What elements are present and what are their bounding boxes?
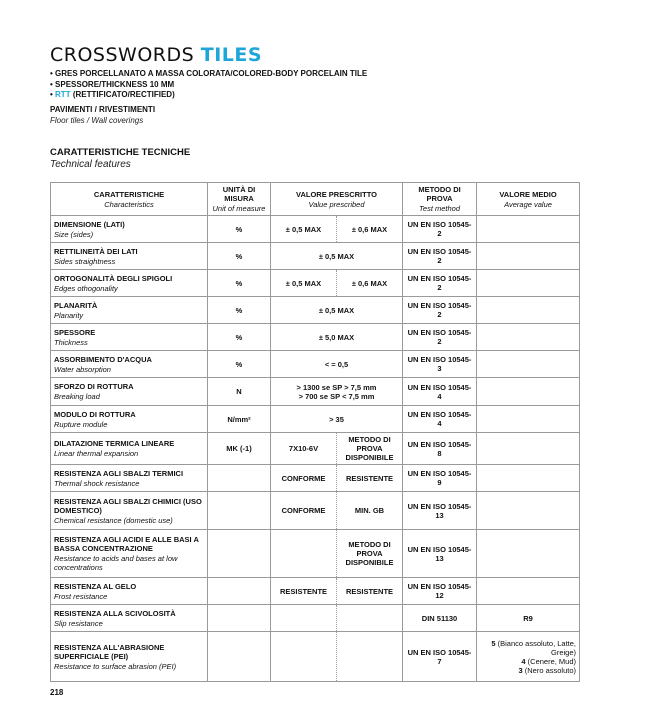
table-row [51, 243, 580, 270]
product-spec-list [50, 69, 367, 101]
method-cell: UN EN ISO 10545-12 [403, 578, 477, 605]
value-cell: > 35 [271, 406, 403, 433]
value-cell-a: RESISTENTE [271, 578, 337, 605]
method-cell: UN EN ISO 10545-2 [403, 324, 477, 351]
brand-accent: TILES [200, 44, 263, 66]
value-cell-a: ± 0,5 MAX [271, 216, 337, 243]
value-cell-a: CONFORME [271, 492, 337, 530]
method-cell: UN EN ISO 10545-8 [403, 433, 477, 465]
table-row [51, 216, 580, 243]
method-cell: UN EN ISO 10545-13 [403, 492, 477, 530]
page-number: 218 [50, 688, 64, 697]
property-cell: RESISTENZA ALLA SCIVOLOSITÀ Slip resistance [51, 605, 208, 632]
value-cell-b: MIN. GB [337, 492, 403, 530]
property-cell: DILATAZIONE TERMICA LINEARE Linear thermal expansion [51, 433, 208, 465]
property-cell: ORTOGONALITÀ DEGLI SPIGOLI Edges othogonality [51, 270, 208, 297]
header-unit: UNITÀ DI MISURA Unit of measure [208, 183, 271, 216]
table-row [51, 406, 580, 433]
property-cell: RESISTENZA AGLI SBALZI TERMICI Thermal shock resistance [51, 465, 208, 492]
table-row [51, 270, 580, 297]
average-cell [477, 378, 580, 406]
table-row [51, 530, 580, 578]
method-cell: UN EN ISO 10545-2 [403, 297, 477, 324]
value-cell-b: METODO DI PROVA DISPONIBILE [337, 530, 403, 578]
header-test-method: METODO DI PROVA Test method [403, 183, 477, 216]
rtt-code: RTT [55, 90, 71, 99]
value-cell-b: ± 0,6 MAX [337, 216, 403, 243]
unit-cell [208, 605, 271, 632]
product-title [50, 44, 262, 66]
value-cell-b: RESISTENTE [337, 578, 403, 605]
table-row [51, 297, 580, 324]
unit-cell [208, 632, 271, 682]
usage-title: PAVIMENTI / RIVESTIMENTI [50, 105, 156, 114]
header-average-value: VALORE MEDIO Average value [477, 183, 580, 216]
method-cell: UN EN ISO 10545-2 [403, 270, 477, 297]
value-cell: ± 0,5 MAX [271, 297, 403, 324]
property-cell: SFORZO DI ROTTURA Breaking load [51, 378, 208, 406]
usage-subtitle: Floor tiles / Wall coverings [50, 116, 144, 125]
average-cell [477, 243, 580, 270]
value-cell-a [271, 605, 337, 632]
property-cell: DIMENSIONE (LATI) Size (sides) [51, 216, 208, 243]
average-cell-pei [477, 632, 580, 682]
method-cell: UN EN ISO 10545-9 [403, 465, 477, 492]
average-cell [477, 406, 580, 433]
unit-cell: % [208, 297, 271, 324]
average-cell [477, 465, 580, 492]
value-cell-a [271, 632, 337, 682]
unit-cell: N/mm² [208, 406, 271, 433]
average-cell [477, 351, 580, 378]
average-cell [477, 433, 580, 465]
property-cell: RESISTENZA ALL'ABRASIONE SUPERFICIALE (PEI) Resistance to surface abrasion (PEI) [51, 632, 208, 682]
property-cell: MODULO DI ROTTURA Rupture module [51, 406, 208, 433]
unit-cell: N [208, 378, 271, 406]
section-title: CARATTERISTICHE TECNICHE [50, 147, 191, 158]
value-cell: ± 5,0 MAX [271, 324, 403, 351]
property-cell: RESISTENZA AGLI SBALZI CHIMICI (USO DOMESTICO) Chemical resistance (domestic use) [51, 492, 208, 530]
table-row [51, 632, 580, 682]
table-row [51, 324, 580, 351]
average-cell [477, 492, 580, 530]
average-cell [477, 297, 580, 324]
unit-cell: % [208, 324, 271, 351]
value-cell-b: RESISTENTE [337, 465, 403, 492]
method-cell: UN EN ISO 10545-13 [403, 530, 477, 578]
table-row [51, 378, 580, 406]
value-cell: < = 0,5 [271, 351, 403, 378]
property-cell: ASSORBIMENTO D'ACQUA Water absorption [51, 351, 208, 378]
unit-cell: % [208, 243, 271, 270]
table-row [51, 578, 580, 605]
spec-bullet: • GRES PORCELLANATO A MASSA COLORATA/COLORED-BODY PORCELAIN TILE [50, 69, 368, 78]
value-cell-b [337, 605, 403, 632]
table-row [51, 465, 580, 492]
unit-cell: % [208, 351, 271, 378]
average-cell: R9 [477, 605, 580, 632]
value-cell-a: CONFORME [271, 465, 337, 492]
value-cell-a: 7X10-6V [271, 433, 337, 465]
unit-cell [208, 465, 271, 492]
average-cell [477, 270, 580, 297]
average-cell [477, 324, 580, 351]
value-cell-a: ± 0,5 MAX [271, 270, 337, 297]
table-header-row [51, 183, 580, 216]
pei-line: 5 (Bianco assoluto, Latte, [491, 638, 577, 648]
value-cell-b [337, 632, 403, 682]
average-cell [477, 578, 580, 605]
brand-name: CROSSWORDS [50, 44, 195, 66]
section-subtitle: Technical features [50, 159, 131, 170]
method-cell: UN EN ISO 10545-2 [403, 216, 477, 243]
pei-line: 3 (Nero assoluto) [518, 665, 577, 675]
value-cell-b: ± 0,6 MAX [337, 270, 403, 297]
value-cell-a [271, 530, 337, 578]
table-row [51, 351, 580, 378]
method-cell: UN EN ISO 10545-4 [403, 406, 477, 433]
unit-cell [208, 578, 271, 605]
property-cell: RESISTENZA AL GELO Frost resistance [51, 578, 208, 605]
property-cell: SPESSORE Thickness [51, 324, 208, 351]
method-cell: UN EN ISO 10545-7 [403, 632, 477, 682]
method-cell: UN EN ISO 10545-3 [403, 351, 477, 378]
pei-line: Greige) [551, 647, 577, 657]
property-cell: PLANARITÀ Planarity [51, 297, 208, 324]
method-cell: DIN 51130 [403, 605, 477, 632]
table-row [51, 492, 580, 530]
value-cell: ± 0,5 MAX [271, 243, 403, 270]
header-characteristics: CARATTERISTICHE Characteristics [51, 183, 208, 216]
spec-bullet-rtt: • RTT (RETTIFICATO/RECTIFIED) [50, 90, 175, 99]
average-cell [477, 216, 580, 243]
header-value-prescribed: VALORE PRESCRITTO Value prescribed [271, 183, 403, 216]
property-cell: RESISTENZA AGLI ACIDI E ALLE BASI A BASSA CONCENTRAZIONE Resistance to acids and bases at low concentrations [51, 530, 208, 578]
pei-line: 4 (Cenere, Mud) [521, 656, 577, 666]
unit-cell [208, 530, 271, 578]
spec-bullet: • SPESSORE/THICKNESS 10 MM [50, 79, 175, 89]
property-cell: RETTILINEITÀ DEI LATI Sides straightness [51, 243, 208, 270]
unit-cell: % [208, 270, 271, 297]
method-cell: UN EN ISO 10545-4 [403, 378, 477, 406]
method-cell: UN EN ISO 10545-2 [403, 243, 477, 270]
value-cell-b: METODO DI PROVA DISPONIBILE [337, 433, 403, 465]
table-row [51, 433, 580, 465]
table-row [51, 605, 580, 632]
unit-cell: MK (-1) [208, 433, 271, 465]
value-cell: > 1300 se SP > 7,5 mm > 700 se SP < 7,5 mm [271, 378, 403, 406]
unit-cell [208, 492, 271, 530]
technical-features-table [50, 182, 580, 682]
unit-cell: % [208, 216, 271, 243]
average-cell [477, 530, 580, 578]
